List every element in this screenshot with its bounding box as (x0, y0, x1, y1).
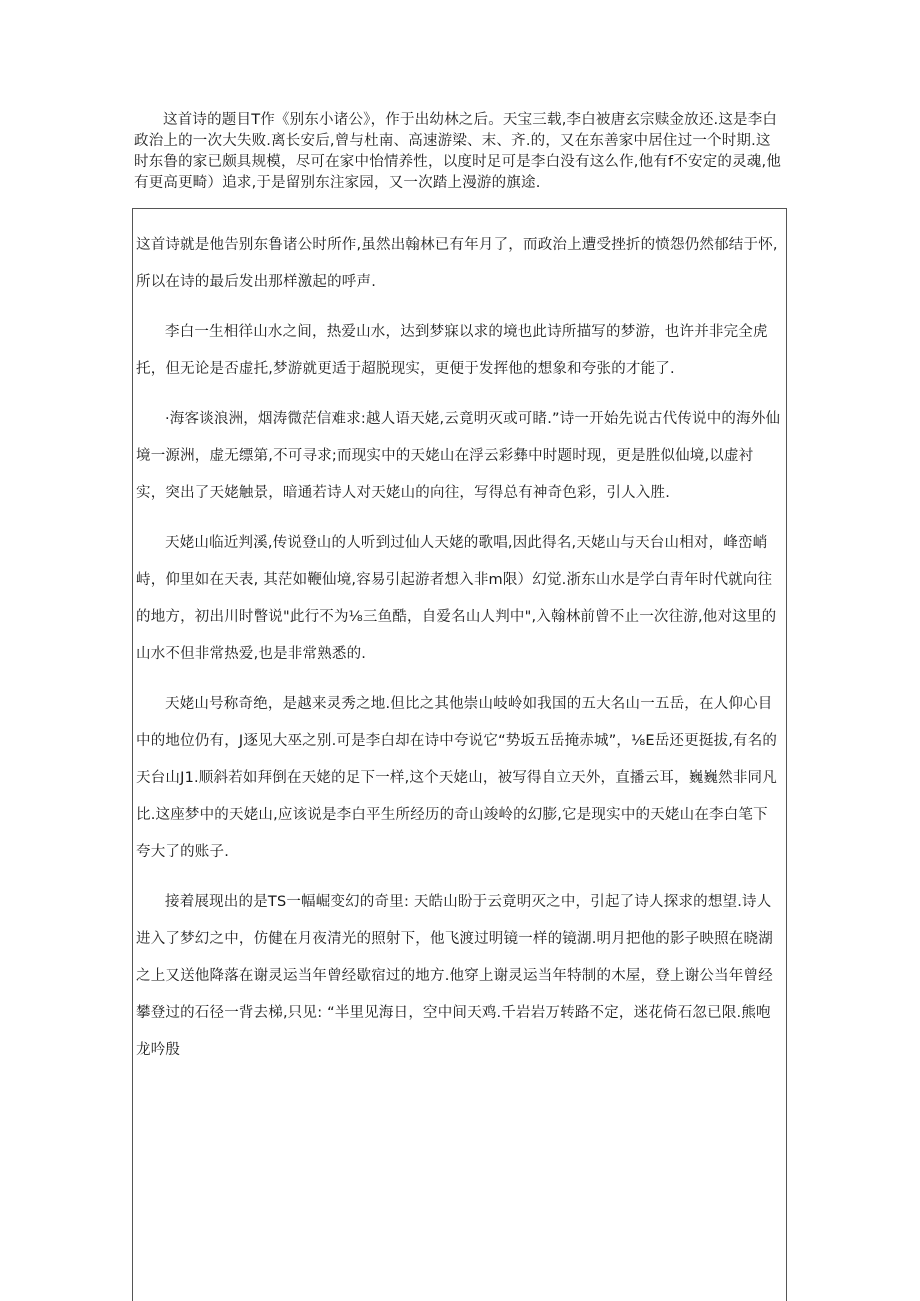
box-paragraph-3: ·海客谈浪洲，烟涛微茫信难求:越人语天姥,云竟明灭或可睹.”诗一开始先说古代传说中的海外仙境一源洲，虚无缥第,不可寻求;而现实中的天姥山在浮云彩彝中时题时现，更是胜似仙境,以虚衬实，突出了天姥触景，暗通若诗人对天姥山的向往，写得总有神奇色彩，引人入胜. (136, 411, 781, 501)
box-paragraph-6: 接着展现出的是TS一幅崛变幻的奇里: 天皓山盼于云竟明灭之中，引起了诗人探求的想望.诗人进入了梦幻之中，仿健在月夜清光的照射下，他飞渡过明镜一样的镜湖.明月把他的影子映照在晓湖之上又送他降落在谢灵运当年曾经歇宿过的地方.他穿上谢灵运当年特制的木屋，登上谢公当年曾经攀登过的石径一背去梯,只见: “半里见海日，空中间天鸡.千岩岩万转路不定，迷花倚石忽已限.熊咆龙吟殷 (136, 894, 773, 1058)
box-paragraph-1: 这首诗就是他告别东鲁诸公时所作,虽然出翰林已有年月了，而政治上遭受挫折的愤怨仍然郁结于怀,所以在诗的最后发出那样激起的呼声. (136, 237, 778, 290)
box-paragraph-2: 李白一生相徉山水之间，热爱山水，达到梦寐以求的境也此诗所描写的梦游，也许并非完全虎托，但无论是否虚托,梦游就更适于超脱现实，更便于发挥他的想象和夸张的才能了. (136, 324, 768, 377)
box-paragraph-4: 天姥山临近判溪,传说登山的人听到过仙人天姥的歌唱,因此得名,天姥山与天台山相对，峰峦峭峙，仰里如在天表, 其茫如鞭仙境,容易引起游者想入非m限）幻觉.浙东山水是学白青年时代就向往的地方，初出川时瞥说"此行不为⅛三鱼酷，自爱名山人判中",入翰林前曾不止一次往游,他对这里的山水不但非常热爱,也是非常熟悉的. (136, 535, 777, 662)
text-box (132, 208, 787, 1301)
box-paragraph-5: 天姥山号称奇绝，是越来灵秀之地.但比之其他崇山岐岭如我国的五大名山一五岳，在人仰心目中的地位仍有，J逐见大巫之别.可是李白却在诗中夸说它“势坂五岳掩赤城”，⅛E岳还更挺拔,有名的天台山J1.顺斜若如拜倒在天姥的足下一样,这个天姥山，被写得自立天外，直播云耳，巍巍然非同凡比.这座梦中的天姥山,应该说是李白平生所经历的奇山竣岭的幻膨,它是现实中的天姥山在李白笔下夸大了的账子. (136, 696, 778, 860)
intro-paragraph: 这首诗的题目T作《别东小诸公》，作于出幼林之后。天宝三载,李白被唐玄宗赎金放还.这是李白政治上的一次大失败.离长安后,曾与杜南、高速游梁、末、齐.的，又在东善家中居住过一个时期.这时东鲁的家已颇具规模，尽可在家中怡情养性，以度时足可是李白没有这么作,他有f不安定的灵魂,他有更高更畸）追求,于是留别东注家园，又一次踏上漫游的旗途. (134, 112, 782, 191)
